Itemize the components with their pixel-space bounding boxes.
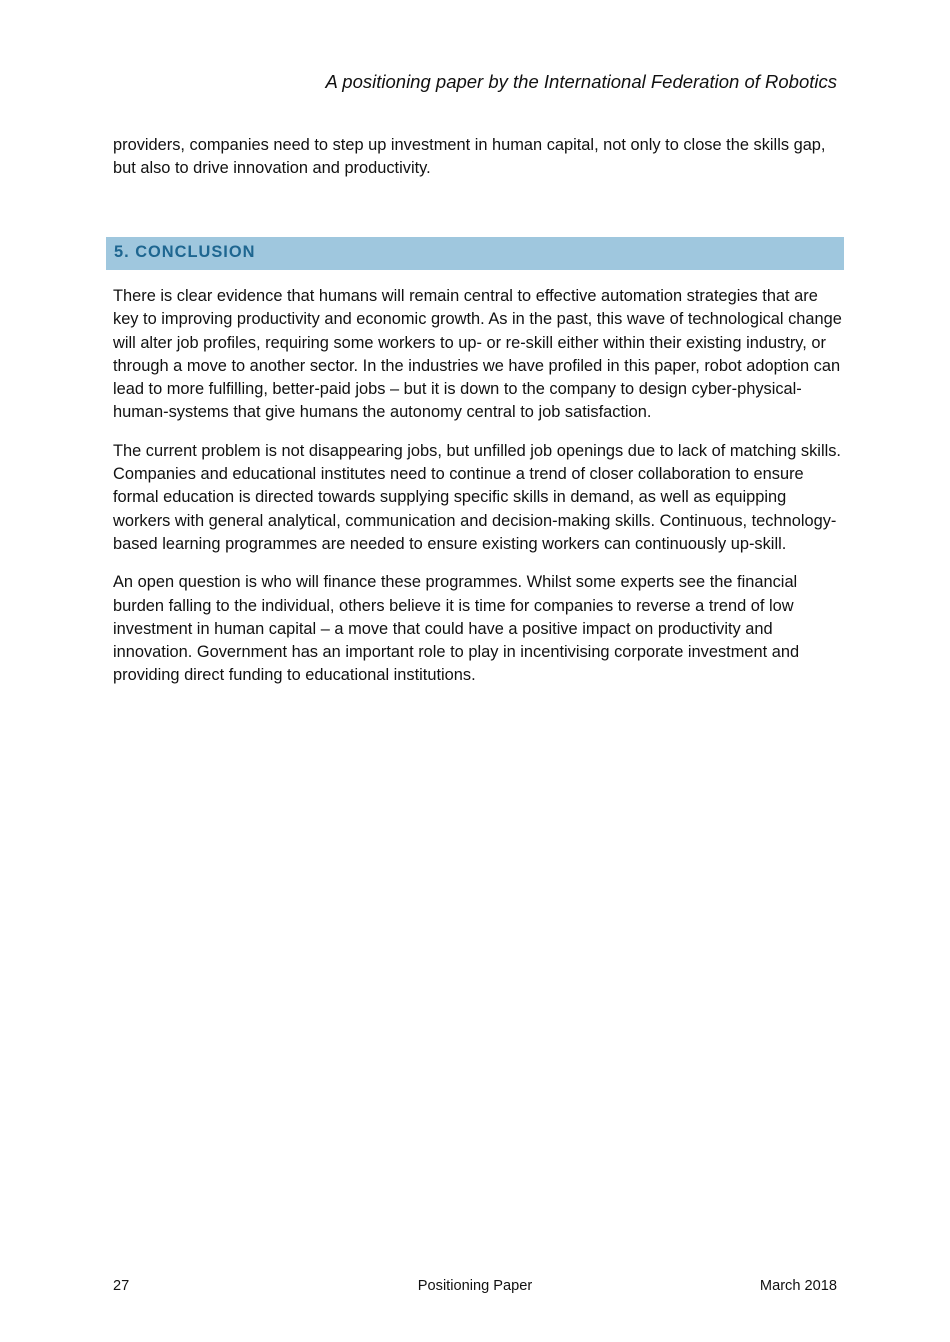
footer-doc-type: Positioning Paper [417, 1278, 533, 1294]
paragraph-2: The current problem is not disappearing jobs, but unfilled job openings due to lack of matching skills. Companies and educational institutes need to continue a trend of closer collaboration to ensure formal education is directed towards supplying specific skills in demand, as well as equipping workers with general analytical, communication and decision-making skills. Continuous, technology-based learning programmes are needed to ensure existing workers can continuously up-skill. [113, 441, 841, 553]
footer-date: March 2018 [759, 1278, 837, 1294]
page-footer [113, 1278, 837, 1298]
continuation-paragraph: providers, companies need to step up investment in human capital, not only to close the skills gap, but also to drive innovation and productivity. [113, 136, 826, 178]
paragraph-3: An open question is who will finance these programmes. Whilst some experts see the financial burden falling to the individual, others believe it is time for companies to reverse a trend of low investment in human capital – a move that could have a positive impact on productivity and innovation. Government has an important role to play in incentivising corporate investment and providing direct funding to educational institutions. [113, 573, 800, 685]
section-title: 5. CONCLUSION [114, 243, 256, 261]
running-header-title: A positioning paper by the International Federation of Robotics [325, 71, 837, 92]
paragraph-1: There is clear evidence that humans will remain central to effective automation strategies that are key to improving productivity and economic growth. As in the past, this wave of technological change will alter job profiles, requiring some workers to up- or re-skill either within their existing industry, or through a move to another sector. In the industries we have profiled in this paper, robot adoption can lead to more fulfilling, better-paid jobs – but it is down to the company to design cyber-physical-human-systems that give humans the autonomy central to job satisfaction. [113, 287, 842, 422]
section-heading-bar [106, 237, 844, 270]
page-number: 27 [113, 1278, 130, 1294]
section-body [113, 285, 843, 703]
